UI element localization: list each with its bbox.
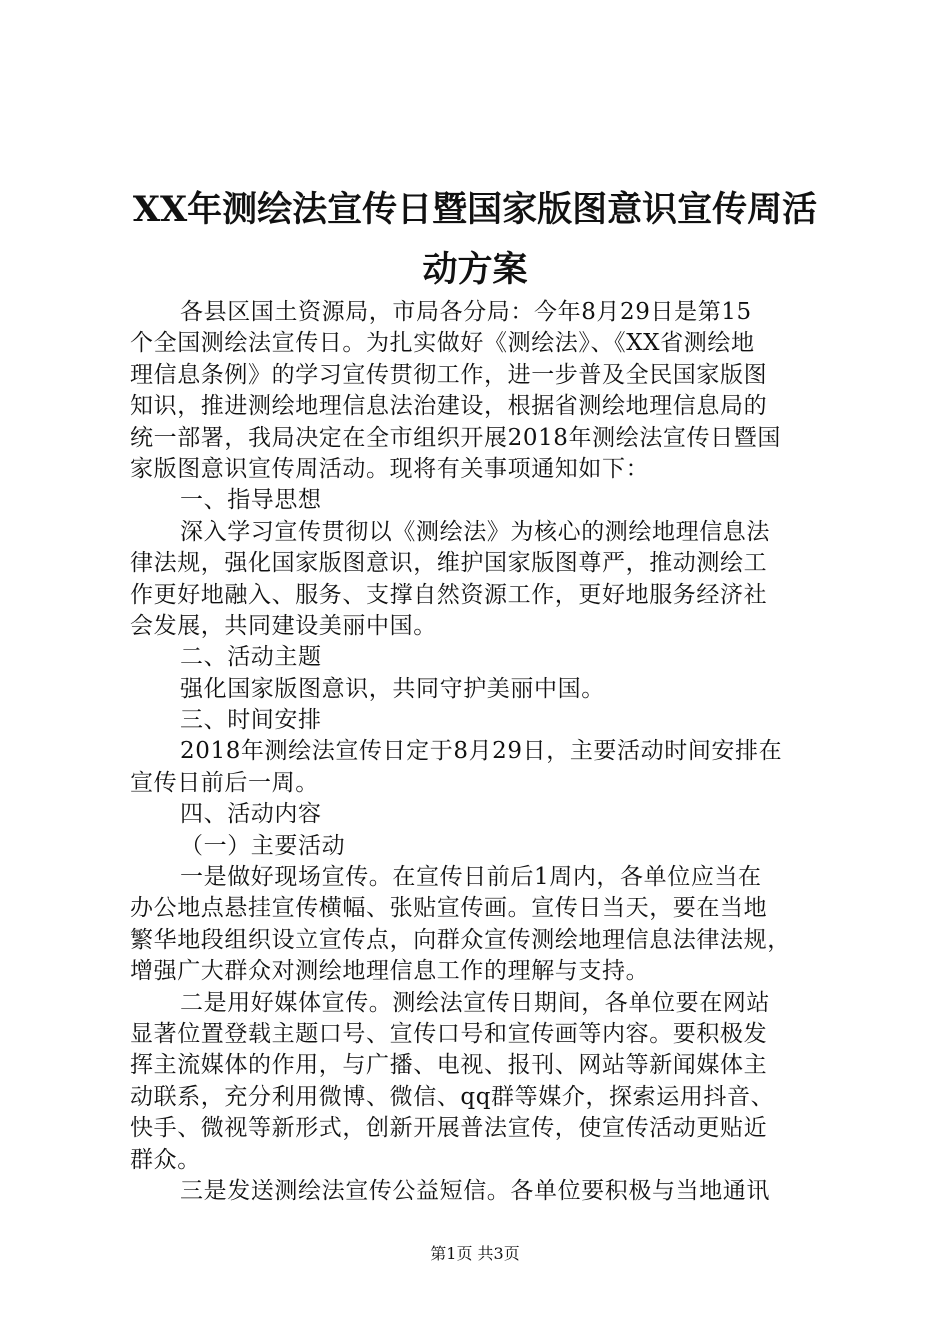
text-line: 挥主流媒体的作用，与广播、电视、报刊、网站等新闻媒体主 <box>130 1052 768 1079</box>
text-line: 二是用好媒体宣传。测绘法宣传日期间，各单位要在网站 <box>180 989 770 1016</box>
text-line: 会发展，共同建设美丽中国。 <box>130 612 437 639</box>
text-line: 深入学习宣传贯彻以《测绘法》为核心的测绘地理信息法 <box>180 518 770 545</box>
text-line: 强化国家版图意识，共同守护美丽中国。 <box>180 675 605 702</box>
text-line: 三是发送测绘法宣传公益短信。各单位要积极与当地通讯 <box>180 1177 770 1204</box>
document-title-line-2: 动方案 <box>422 249 528 290</box>
text-line: 宣传日前后一周。 <box>130 769 319 796</box>
text-line: 三、时间安排 <box>180 707 322 734</box>
text-line: 显著位置登载主题口号、宣传口号和宣传画等内容。要积极发 <box>130 1020 768 1047</box>
text-line: 一是做好现场宣传。在宣传日前后1周内，各单位应当在 <box>180 864 762 891</box>
document-title-line-1: XX年测绘法宣传日暨国家版图意识宣传周活 <box>132 189 818 230</box>
text-line: （一）主要活动 <box>180 832 346 859</box>
page-footer: 第1页 共3页 <box>430 1244 520 1263</box>
text-line: 群众。 <box>130 1146 201 1173</box>
text-line: 2018年测绘法宣传日定于8月29日，主要活动时间安排在 <box>180 738 783 765</box>
text-line: 繁华地段组织设立宣传点，向群众宣传测绘地理信息法律法规， <box>130 926 791 953</box>
text-line: 二、活动主题 <box>180 644 322 671</box>
text-line: 一、指导思想 <box>180 487 322 514</box>
text-line: 个全国测绘法宣传日。为扎实做好《测绘法》、《XX省测绘地 <box>130 330 755 357</box>
text-line: 律法规，强化国家版图意识，维护国家版图尊严，推动测绘工 <box>130 550 768 577</box>
text-line: 四、活动内容 <box>180 801 322 828</box>
text-line: 理信息条例》的学习宣传贯彻工作，进一步普及全民国家版图 <box>130 361 768 388</box>
text-line: 作更好地融入、服务、支撑自然资源工作，更好地服务经济社 <box>130 581 768 608</box>
text-line: 家版图意识宣传周活动。现将有关事项通知如下： <box>130 455 650 482</box>
text-line: 各县区国土资源局，市局各分局：今年8月29日是第15 <box>180 299 752 325</box>
text-line: 快手、微视等新形式，创新开展普法宣传，使宣传活动更贴近 <box>130 1115 768 1142</box>
document-body <box>130 297 845 1207</box>
text-line: 办公地点悬挂宣传横幅、张贴宣传画。宣传日当天，要在当地 <box>130 895 768 922</box>
text-line: 知识，推进测绘地理信息法治建设，根据省测绘地理信息局的 <box>130 393 768 420</box>
text-line: 动联系，充分利用微博、微信、qq群等媒介，探索运用抖音、 <box>130 1083 775 1110</box>
text-line: 统一部署，我局决定在全市组织开展2018年测绘法宣传日暨国 <box>130 424 781 451</box>
text-line: 增强广大群众对测绘地理信息工作的理解与支持。 <box>130 958 650 985</box>
